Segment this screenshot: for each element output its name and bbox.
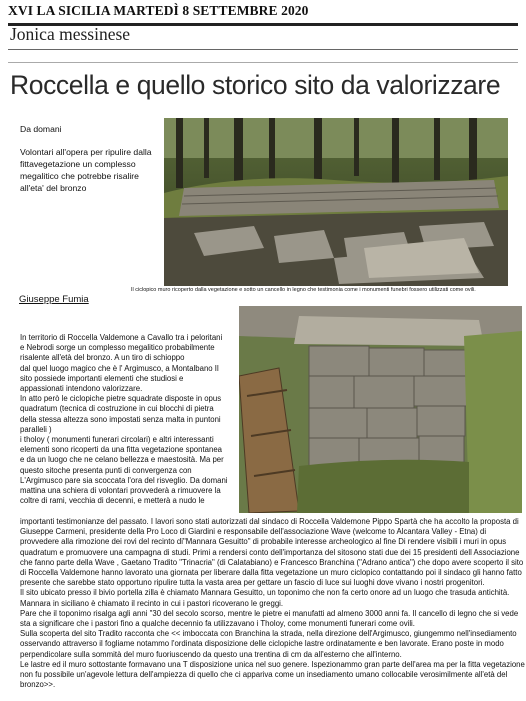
body-line: dal quel luogo magico che è l' Argimusco, a Montalbano Il bbox=[20, 363, 219, 373]
body-line: quadratum (tecnica di costruzione in cui blocchi di pietra bbox=[20, 404, 214, 414]
body-line: risalente all'età del bronzo. A un tiro di schioppo bbox=[20, 353, 185, 363]
body-line: In territorio di Roccella Valdemone a Cavallo tra i peloritani bbox=[20, 333, 223, 342]
body-line: Le lastre ed il muro sottostante formavano una T disposizione unica nel suo genere. Ispezionammo gran parte dell'area ma per la fitta vegetazione bbox=[20, 659, 525, 669]
body-line: mattina una schiera di volontari provvederà a rimuovere la bbox=[20, 486, 221, 496]
body-line: Pare che il toponimo risalga agli anni "30 del secolo scorso, mentre le pietre ei manufatti ad almeno 3000 anni fa. Il cancello di legno che si vede bbox=[20, 608, 519, 618]
masthead bbox=[8, 3, 518, 44]
body-line: che fanno parte della Wave , Gaetano Tradito "Trinacria" (di Calatabiano) e Francesco Branchina ("Adrano antica") che dopo avere scoperto il sito bbox=[20, 557, 524, 567]
article-body-wide bbox=[20, 517, 526, 690]
body-line: elementi sono ricoperti da una fitta vegetazione spontanea bbox=[20, 445, 222, 455]
body-line: perpendicolare sulla sommità del muro fuoriuscendo da questo una trentina di cm da all'esterno che all'interno. bbox=[20, 649, 402, 659]
body-line: quadratum e promuovere una campagna di studi. Primi a rendersi conto dell'importanza del sitosono stati due dei 15 presidenti dell Associazione bbox=[20, 547, 520, 557]
body-line: In atto però le ciclopiche pietre squadrate disposte in opus bbox=[20, 394, 222, 404]
body-line: importanti testimonianze del passato. I lavori sono stati autorizzati dal sindaco di Roccella Valdemone Pippo Spartà che ha accolto la proposta di bbox=[20, 517, 519, 526]
section-rule bbox=[8, 49, 518, 50]
body-line: presente che sarebbe stato opportuno ripulire tutta la vasta area per gettare un fascio di luce sui luoghi dove vivano i nostri progenitori. bbox=[20, 578, 485, 588]
photo-caption: Il ciclopico muro ricoperto dalla vegetazione e sotto un cancello in legno che testimonia come i monumenti funebri fossero utilizzati come ovili. bbox=[131, 287, 476, 293]
body-line: di Roccella Valdemone hanno lavorato una giornata per liberare dalla fitta vegetazione un muro ciclopico contattando poi il sindaco gli hanno fatto bbox=[20, 568, 522, 578]
body-line: Giuseppe Carmeni, presidente della Pro Loco di Giardini e responsabile dell'associazione Wave (welcome to Alcantara Valley - Etna) di bbox=[20, 527, 487, 537]
forest-ruins-photo bbox=[164, 118, 508, 286]
body-line: osservando attraverso il fogliame notammo l'ordinata disposizione delle ciclopiche lastre ordinatamente e ben lavorate. Erano poste in modo bbox=[20, 639, 504, 649]
body-line: i tholoy ( monumenti funerari circolari) e altri interessanti bbox=[20, 435, 214, 445]
section-title: Jonica messinese bbox=[10, 24, 131, 44]
lead-summary: Volontari all'opera per ripulire dalla fittavegetazione un complesso megalitico che potrebbe risalire all'eta' del bronzo bbox=[20, 147, 152, 193]
body-line: e da un luogo che ne celano bellezza e maestosità. Ma per bbox=[20, 455, 224, 465]
body-line: sta a significare che i pastori fino a qualche decennio fa utilizzavano i Tholoy, come monumenti funerari come ovili. bbox=[20, 619, 415, 629]
body-line: Il sito ubicato presso il bivio portella zilla è chiamato Mannara Gesuitto, un toponimo che non fa certo onore ad un luogo che trasuda antichità. bbox=[20, 588, 510, 598]
body-line: provvedere alla rimozione dei rovi del recinto di"Mannara Gesuitto" di probabile interesse archeologico al fine Di rendere visibili i muri in opus bbox=[20, 537, 507, 547]
body-line: paralleli ) bbox=[20, 424, 52, 434]
lead-kicker: Da domani bbox=[20, 124, 62, 134]
author-byline: Giuseppe Fumia bbox=[19, 294, 89, 305]
stone-wall-gate-photo bbox=[239, 306, 522, 513]
body-line: L'Argimusco pare sia scoccata l'ora del risveglio. Da domani bbox=[20, 475, 228, 485]
body-line: bronzo>>. bbox=[20, 680, 56, 690]
body-line: coltre di rami, vecchia di decenni, e metterà a nudo le bbox=[20, 496, 205, 506]
dateline: XVI LA SICILIA MARTEDÌ 8 SETTEMBRE 2020 bbox=[8, 3, 309, 18]
article-body-narrow bbox=[20, 333, 235, 506]
lead-box bbox=[20, 123, 160, 194]
body-line: questo sitoche presenta punti di convergenza con bbox=[20, 465, 192, 475]
body-line: della stessa altezza sono impostati senza malta in puntoni bbox=[20, 414, 221, 424]
body-line: Mannara in siciliano è chiamato il recinto in cui i pastori ricoverano le greggi. bbox=[20, 598, 284, 608]
body-line: sito possiede importanti elementi che studiosi e bbox=[20, 373, 184, 383]
body-line: e Nebrodi sorge un complesso megalitico probabilmente bbox=[20, 343, 215, 353]
body-line: Sulla scoperta del sito Tradito racconta che << imboccata con Branchina la strada, nella direzione dell'Argimusco, giungemmo nell'insediamento bbox=[20, 629, 517, 639]
headline-rule bbox=[8, 62, 518, 63]
body-line: appassionati intendono valorizzare. bbox=[20, 384, 143, 394]
article-headline: Roccella e quello storico sito da valorizzare bbox=[10, 70, 501, 100]
body-line: non fu possibile un'agevole lettura dell'ampiezza di quello che ci appariva come un insediamento umano collocabile verosimilmente all'età del bbox=[20, 670, 508, 680]
